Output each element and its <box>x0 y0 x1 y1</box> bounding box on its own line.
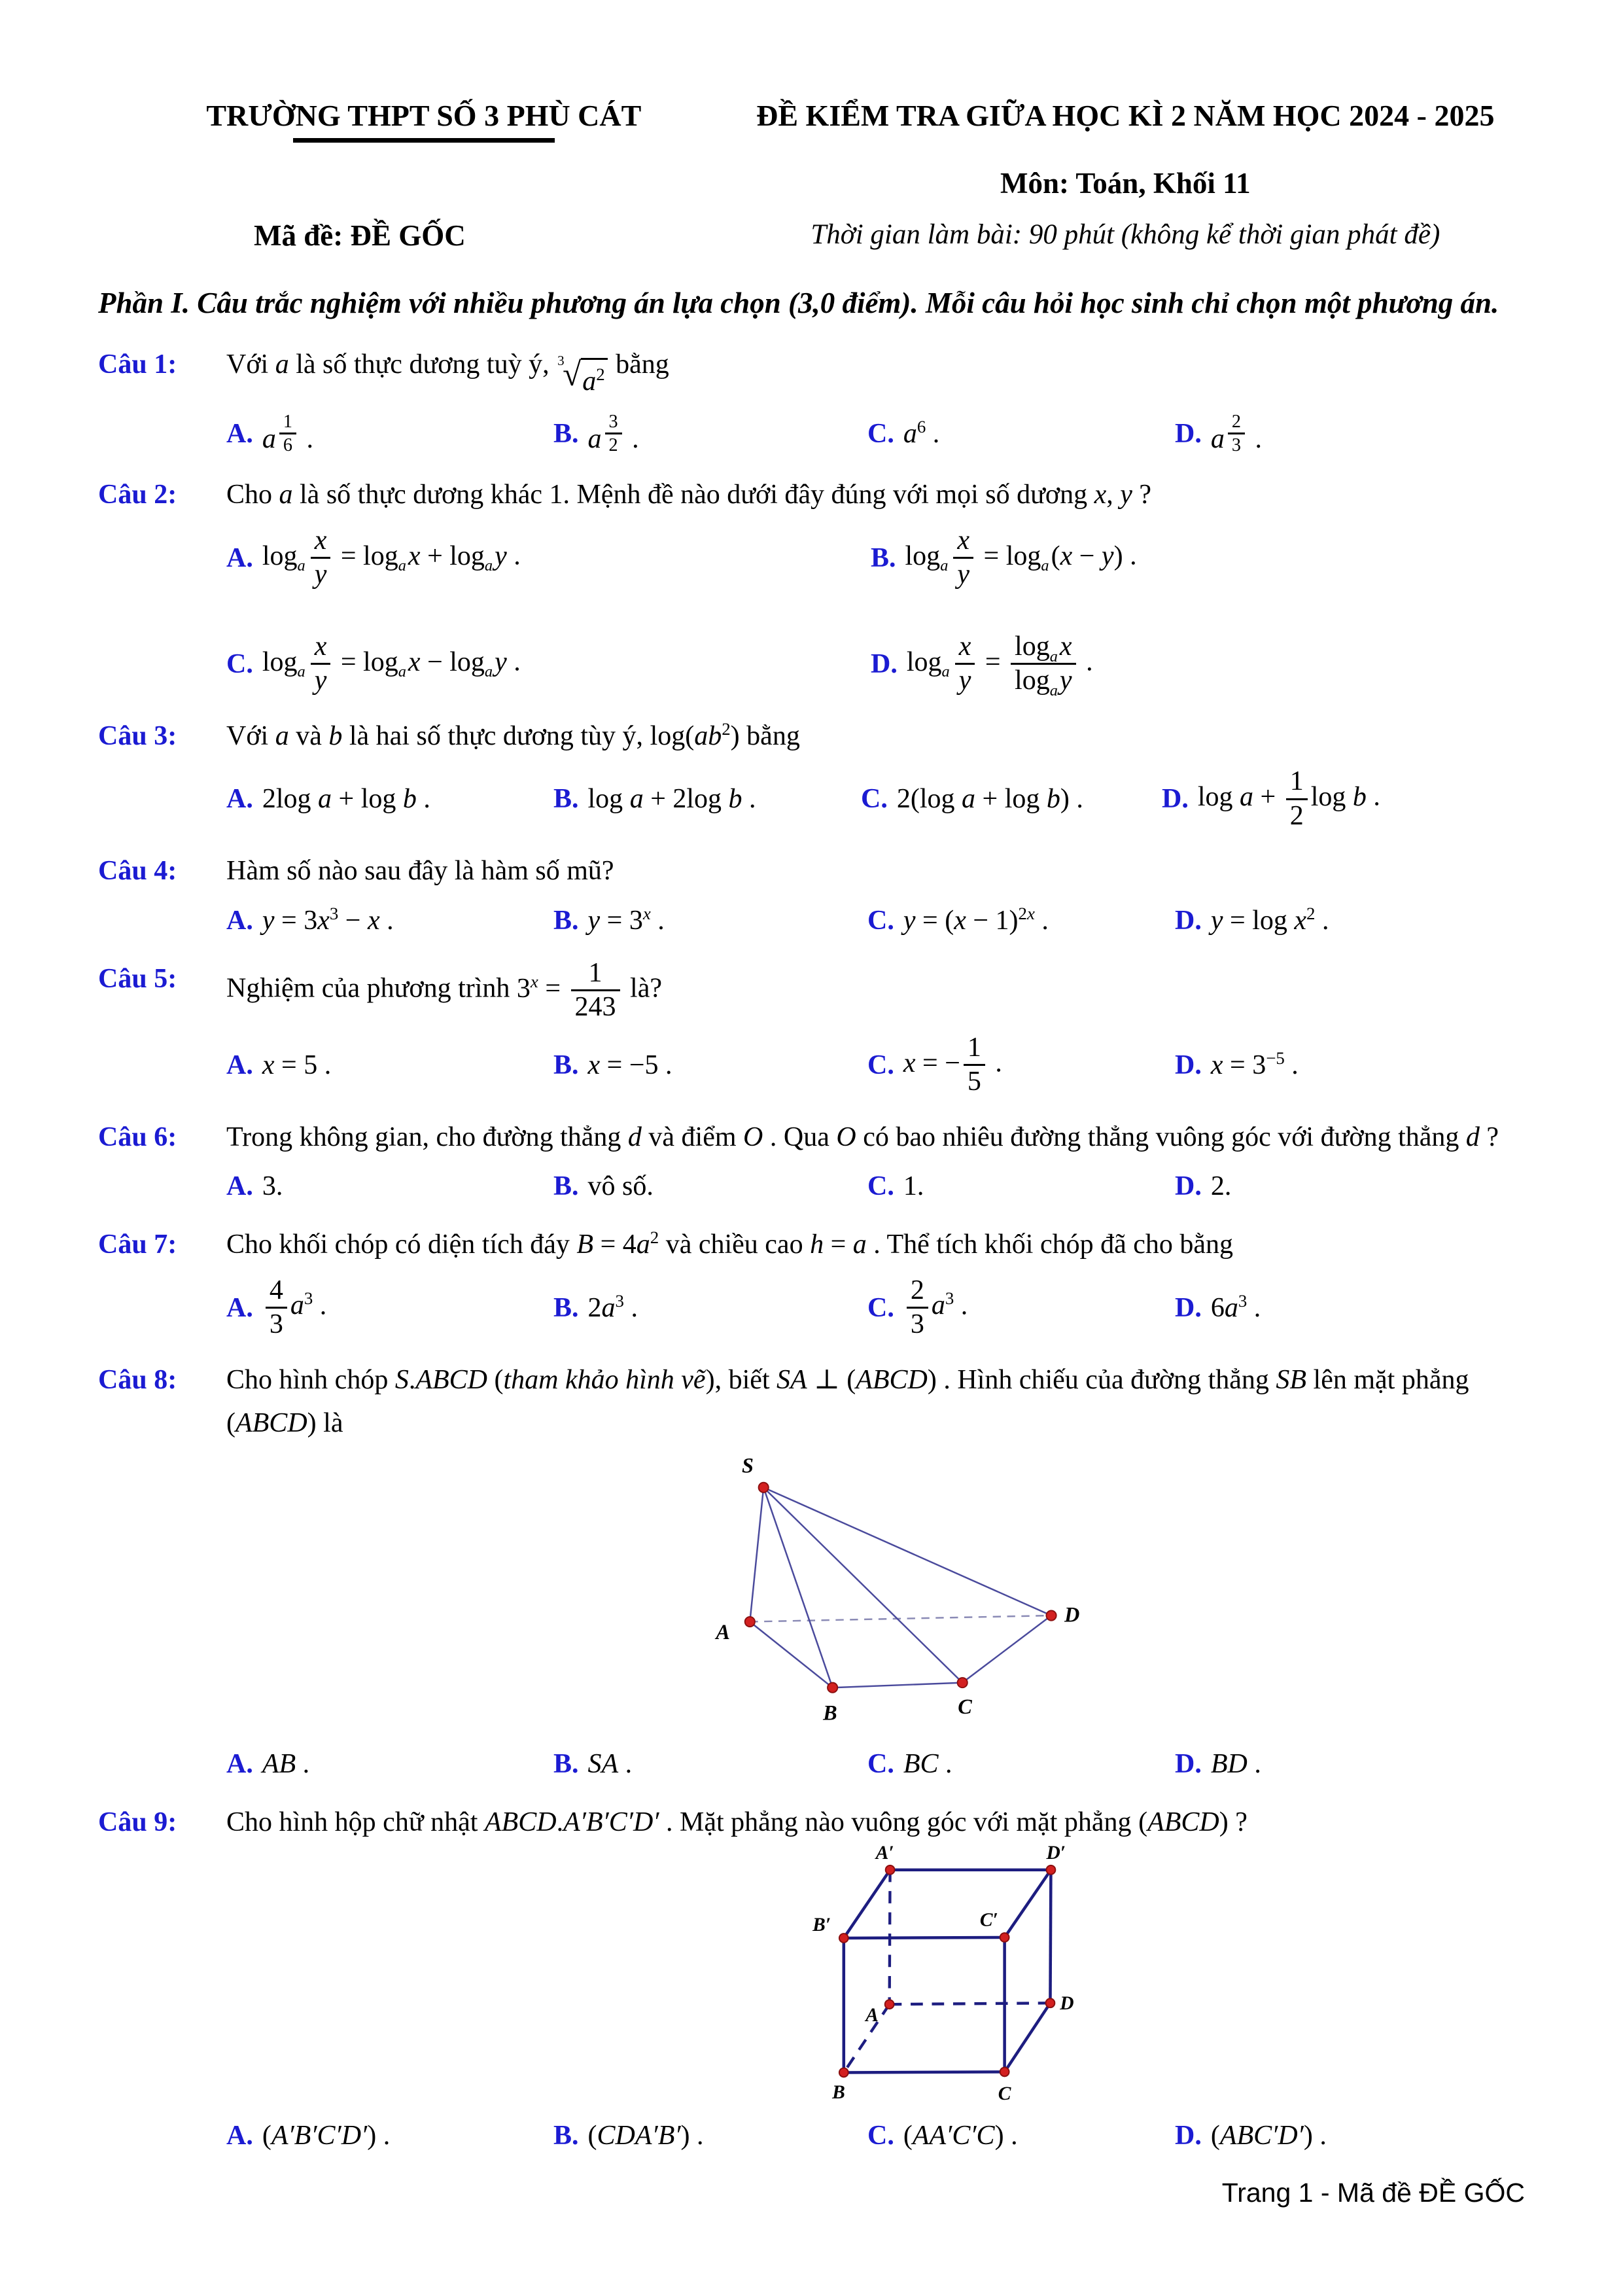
question-label: Câu 6: <box>98 1122 177 1152</box>
question-3 <box>98 715 1525 832</box>
option-d: D. BD . <box>1175 1748 1261 1779</box>
vertex-label-c: C <box>998 2083 1011 2104</box>
vertex-label-a: A <box>716 1619 730 1644</box>
question-label: Câu 2: <box>98 480 177 510</box>
option-a: A. 3. <box>226 1171 283 1202</box>
vertex-label-s: S <box>742 1453 754 1477</box>
option-b: B. (CDA′B′) . <box>553 2120 704 2151</box>
option-d: D. $\log_a$ $\frac{x}{y}$ = $\frac{\log_ax}{\log_ay}$ . <box>871 631 1093 700</box>
options-grid <box>226 2116 1525 2155</box>
question-label: Câu 9: <box>98 1807 177 1837</box>
option-b: B. SA . <box>553 1748 633 1779</box>
option-a: A. (A′B′C′D′) . <box>226 2120 391 2151</box>
question-label: Câu 8: <box>98 1364 177 1395</box>
question-label: Câu 4: <box>98 856 177 887</box>
exam-title: ĐỀ KIỂM TRA GIỮA HỌC KÌ 2 NĂM HỌC 2024 - 2025 <box>756 99 1495 132</box>
options-grid <box>226 1275 1525 1341</box>
option-a: A. a $^{\frac{1}{6}}$ . <box>226 411 313 456</box>
options-grid <box>226 411 1525 457</box>
options-grid <box>226 1032 1525 1099</box>
question-label: Câu 5: <box>98 963 177 994</box>
question-2 <box>98 473 1525 698</box>
option-d: D. a $^{\frac{2}{3}}$ . <box>1175 411 1262 456</box>
question-7 <box>98 1223 1525 1341</box>
option-b: B. y = 3$^x$ . <box>553 904 665 936</box>
options-grid <box>226 766 1525 832</box>
option-a: A. 2log a + log b . <box>226 784 430 815</box>
options-grid <box>226 1744 1525 1784</box>
option-a: A. x = 5 . <box>226 1050 332 1080</box>
vertex-label-b-prime: B′ <box>812 1915 831 1936</box>
question-stem: Cho a là số thực dương khác 1. Mệnh đề nào dưới đây đúng với mọi số dương x, y ? <box>226 480 1152 510</box>
option-b: B. vô số. <box>553 1171 654 1202</box>
option-d: D. (ABC′D′) . <box>1175 2120 1327 2151</box>
vertex-label-a-prime: A′ <box>875 1843 894 1863</box>
page-footer: Trang 1 - Mã đề ĐỀ GỐC <box>1221 2177 1525 2208</box>
question-6 <box>98 1116 1525 1206</box>
option-d: D. $6a^3$ . <box>1175 1290 1261 1323</box>
part1-heading: Phần I. Câu trắc nghiệm với nhiều phương án lựa chọn (3,0 điểm). Mỗi câu hỏi học sinh chỉ chọn một phương án. <box>98 287 1499 319</box>
subject-line: Môn: Toán, Khối 11 <box>1000 167 1251 200</box>
options-grid <box>226 1167 1525 1206</box>
options-grid <box>226 901 1525 940</box>
question-1 <box>98 343 1525 457</box>
question-stem: Cho khối chóp có diện tích đáy $B = 4a^2$ và chiều cao h = a . Thể tích khối chóp đã cho bằng <box>226 1227 1234 1260</box>
option-b: B. $\log_a$ $\frac{x}{y}$ = $\log_a(x - y)$ . <box>871 525 1525 592</box>
cuboid-diagram <box>759 1844 1145 2106</box>
option-d: D. log a + $\frac{1}{2}$ log b . <box>1162 766 1525 832</box>
question-stem: Cho hình chóp S.ABCD (tham khảo hình vẽ), biết SA ⊥ (ABCD) . Hình chiếu của đường thẳng SB lên mặt phẳng (ABCD) là <box>226 1364 1469 1439</box>
pyramid-figure <box>654 1445 1525 1737</box>
option-c: C. BC . <box>867 1748 952 1779</box>
question-8 <box>98 1358 1525 1784</box>
options-grid <box>226 525 1525 698</box>
option-b: B. x = −5 . <box>553 1050 672 1080</box>
question-label: Câu 3: <box>98 721 177 751</box>
question-stem: Hàm số nào sau đây là hàm số mũ? <box>226 856 614 887</box>
duration-line: Thời gian làm bài: 90 phút (không kể thời gian phát đề) <box>811 219 1440 250</box>
cuboid-edges <box>844 1870 1051 2073</box>
option-b: B. log a + 2log b . <box>553 784 756 815</box>
option-c: C. $\frac{2}{3}$ $a^3$ . <box>867 1275 1175 1341</box>
cuboid-figure <box>759 1844 1525 2106</box>
header <box>98 98 1525 253</box>
option-c: C. 2(log a + log b) . <box>861 784 1083 815</box>
vertex-label-b: B <box>832 2081 845 2103</box>
question-stem: Với a và b là hai số thực dương tùy ý, $\log(ab^2)$ bằng <box>226 719 800 751</box>
question-4 <box>98 849 1525 940</box>
option-c: C. (AA′C′C) . <box>867 2120 1018 2151</box>
option-b: B. a $^{\frac{3}{2}}$ . <box>553 411 639 456</box>
question-9 <box>98 1801 1525 2155</box>
option-a: A. $\frac{4}{3}$ $a^3$ . <box>226 1275 553 1341</box>
question-label: Câu 1: <box>98 349 177 380</box>
question-stem: Với a là số thực dương tuỳ ý, 3 √ $a^2$ bằng <box>226 343 1525 403</box>
option-c: C. $y = (x - 1)^{2x}$ . <box>867 904 1049 936</box>
option-c: C. 1. <box>867 1171 924 1202</box>
option-c: C. x = − $\frac{1}{5}$ . <box>867 1032 1175 1099</box>
vertex-label-d: D <box>1060 1992 1074 2014</box>
option-d: D. $y = \log x^2$ . <box>1175 904 1329 936</box>
vertex-label-a: A <box>865 2004 879 2026</box>
pyramid-diagram <box>654 1445 1151 1737</box>
pyramid-edges <box>750 1487 1051 1687</box>
option-d: D. $x = 3^{-5}$ . <box>1175 1048 1299 1080</box>
option-a: A. $y = 3x^3 - x$ . <box>226 904 394 936</box>
vertex-label-b: B <box>823 1701 837 1725</box>
option-c: C. $\log_a$ $\frac{x}{y}$ = $\log_ax - \log_ay$ . <box>226 631 871 698</box>
option-a: A. AB . <box>226 1748 310 1779</box>
question-stem: Cho hình hộp chữ nhật ABCD.A′B′C′D′ . Mặt phẳng nào vuông góc với mặt phẳng (ABCD) ? <box>226 1807 1248 1837</box>
school-cell <box>98 98 726 143</box>
vertex-label-d: D <box>1064 1602 1080 1627</box>
option-c: C. $a^6$ . <box>867 416 940 449</box>
question-5 <box>98 957 1525 1099</box>
vertex-label-c: C <box>958 1694 972 1718</box>
vertex-label-c-prime: C′ <box>979 1909 998 1931</box>
question-label: Câu 7: <box>98 1229 177 1260</box>
school-underline <box>293 138 555 143</box>
vertex-label-d-prime: D′ <box>1046 1843 1066 1863</box>
option-a: A. $\log_a$ $\frac{x}{y}$ = $\log_ax + \log_ay$ . <box>226 525 871 592</box>
school-name: TRƯỜNG THPT SỐ 3 PHÙ CÁT <box>206 99 642 132</box>
option-b: B. $2a^3$ . <box>553 1290 638 1323</box>
option-d: D. 2. <box>1175 1171 1232 1202</box>
exam-code: Mã đề: ĐỀ GỐC <box>254 219 466 252</box>
question-stem: Nghiệm của phương trình 3$^x$ = $\frac{1}{243}$ là? <box>226 957 1525 1024</box>
question-stem: Trong không gian, cho đường thẳng d và điểm O . Qua O có bao nhiêu đường thẳng vuông góc với đường thẳng d ? <box>226 1122 1499 1152</box>
